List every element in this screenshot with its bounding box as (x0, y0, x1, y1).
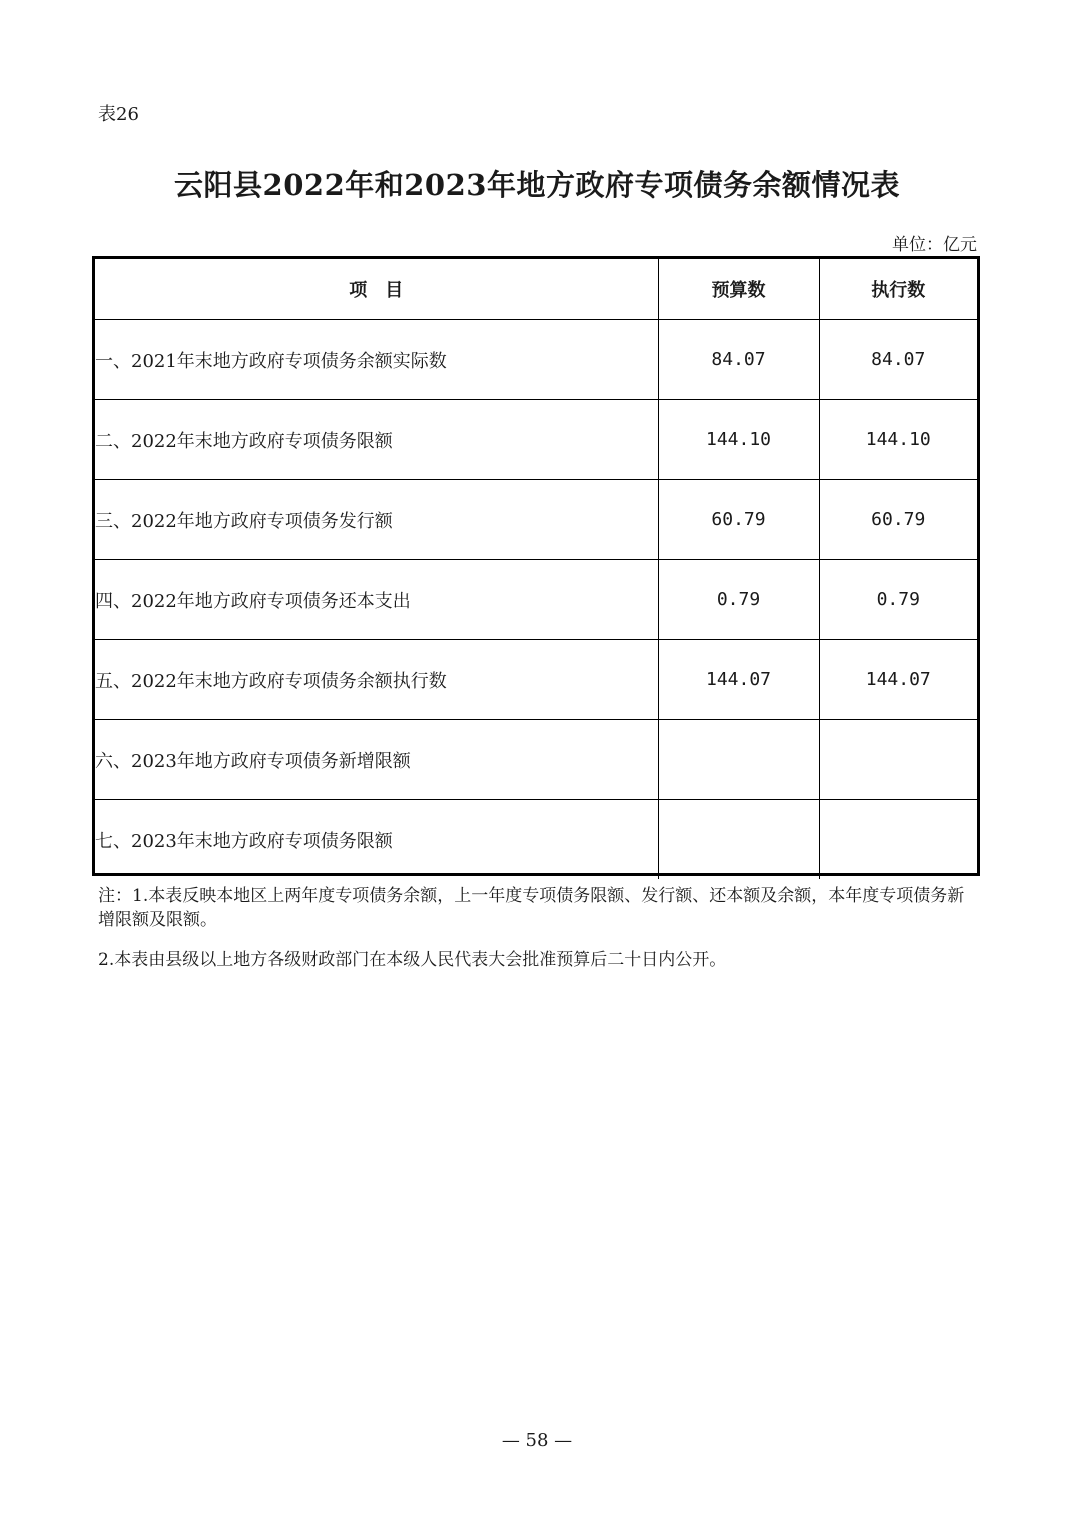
debt-balance-table (95, 259, 977, 879)
row-execution-value: 0.79 (819, 560, 977, 640)
row-budget-value: 144.07 (658, 640, 819, 720)
row-execution-value (819, 800, 977, 880)
header-item: 项 目 (95, 259, 658, 320)
table-row (95, 720, 977, 800)
unit-label: 单位：亿元 (892, 235, 977, 255)
row-budget-value: 0.79 (658, 560, 819, 640)
table-row (95, 400, 977, 480)
row-item-label: 四、2022年地方政府专项债务还本支出 (95, 560, 658, 640)
table-header-row (95, 259, 977, 320)
table-row (95, 640, 977, 720)
row-budget-value: 84.07 (658, 320, 819, 400)
note-1: 注：1.本表反映本地区上两年度专项债务余额，上一年度专项债务限额、发行额、还本额及余额，本年度专项债务新增限额及限额。 (98, 886, 965, 930)
table-row (95, 800, 977, 880)
row-execution-value: 144.07 (819, 640, 977, 720)
debt-balance-table-frame (92, 256, 980, 876)
note-2: 2.本表由县级以上地方各级财政部门在本级人民代表大会批准预算后二十日内公开。 (98, 950, 727, 970)
row-execution-value: 60.79 (819, 480, 977, 560)
header-execution: 执行数 (819, 259, 977, 320)
table-row (95, 320, 977, 400)
row-budget-value (658, 720, 819, 800)
row-item-label: 六、2023年地方政府专项债务新增限额 (95, 720, 658, 800)
header-budget: 预算数 (658, 259, 819, 320)
row-item-label: 二、2022年末地方政府专项债务限额 (95, 400, 658, 480)
row-execution-value: 144.10 (819, 400, 977, 480)
row-execution-value: 84.07 (819, 320, 977, 400)
table-notes (98, 884, 978, 972)
row-item-label: 五、2022年末地方政府专项债务余额执行数 (95, 640, 658, 720)
row-item-label: 三、2022年地方政府专项债务发行额 (95, 480, 658, 560)
page-title: 云阳县2022年和2023年地方政府专项债务余额情况表 (174, 168, 900, 202)
row-item-label: 一、2021年末地方政府专项债务余额实际数 (95, 320, 658, 400)
table-row (95, 480, 977, 560)
table-row (95, 560, 977, 640)
row-budget-value (658, 800, 819, 880)
row-item-label: 七、2023年末地方政府专项债务限额 (95, 800, 658, 880)
row-budget-value: 60.79 (658, 480, 819, 560)
page-number: — 58 — (501, 1430, 573, 1451)
row-execution-value (819, 720, 977, 800)
table-label: 表26 (98, 104, 139, 125)
row-budget-value: 144.10 (658, 400, 819, 480)
